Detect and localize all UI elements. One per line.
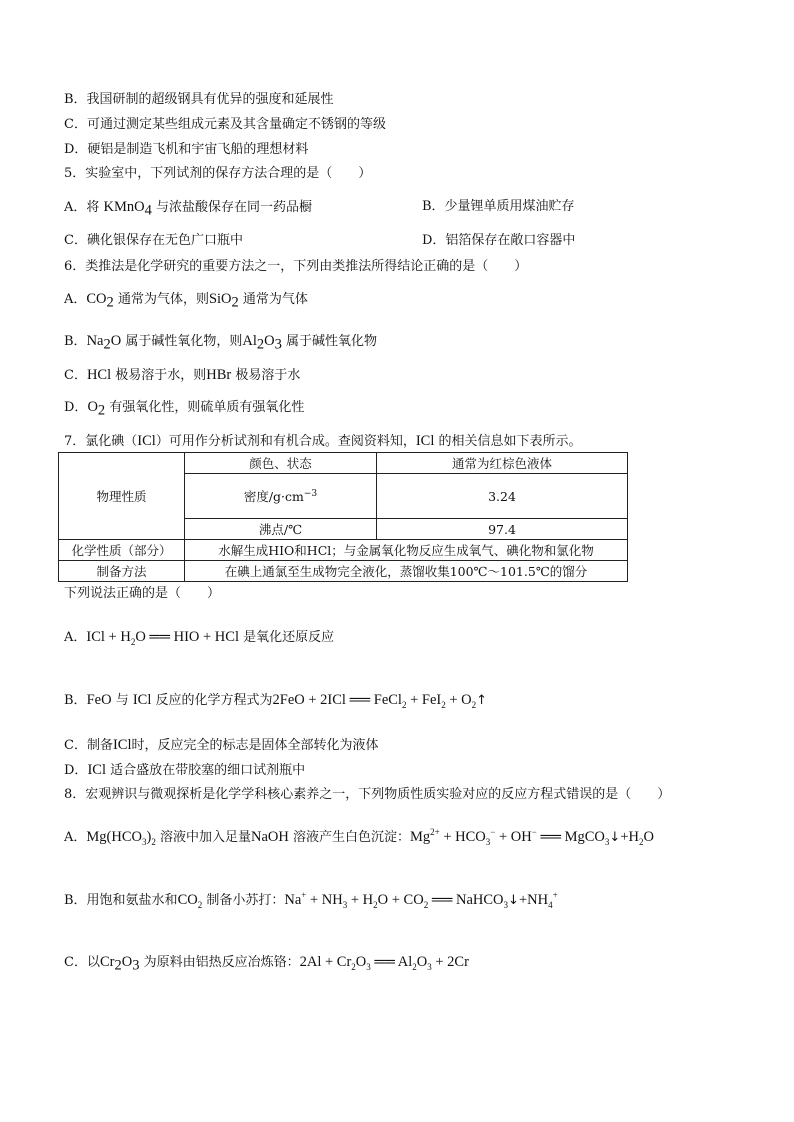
preparation-value: 在碘上通氯至生成物完全液化，蒸馏收集100℃～101.5℃的馏分 xyxy=(185,561,628,582)
q5-option-row2 xyxy=(64,232,664,250)
density-label: 密度$/g\cdot cm^{-3}$ xyxy=(185,474,377,519)
icl-info-table xyxy=(58,452,628,582)
q7-option-b: B．FeO 与 ICl 反应的化学方程式为2FeO + 2ICl ══ FeCl$_2$ + $FeI_2 + O_2↑$ xyxy=(64,692,488,710)
boiling-point-label: 沸点/℃ xyxy=(185,519,377,540)
density-value: 3.24 xyxy=(377,474,628,519)
q6-stem: 6．类推法是化学研究的重要方法之一，下列由类推法所得结论正确的是（ ） xyxy=(64,259,528,274)
q7-option-a: A．ICl + $H_2O$ ══ HIO + HCl 是氧化还原反应 xyxy=(64,629,335,647)
q4-option-d: D．硬铝是制造飞机和宇宙飞船的理想材料 xyxy=(64,142,309,157)
q5-option-c: C．碘化银保存在无色广口瓶中 xyxy=(64,233,243,248)
q7-question: 下列说法正确的是（ ） xyxy=(64,586,221,601)
q7-option-c: C．制备ICl时，反应完全的标志是固体全部转化为液体 xyxy=(64,737,379,753)
q6-option-d: D．$O_2$ 有强氧化性，则硫单质有强氧化性 xyxy=(64,399,305,419)
q4-option-c: C．可通过测定某些组成元素及其含量确定不锈钢的等级 xyxy=(64,117,386,132)
q4-option-b: B．我国研制的超级钢具有优异的强度和延展性 xyxy=(64,92,334,107)
q6-option-c: C．HCl 极易溶于水，则HBr 极易溶于水 xyxy=(64,367,301,383)
q7-option-d: D．ICl 适合盛放在带胶塞的细口试剂瓶中 xyxy=(64,762,306,778)
q8-option-b: B．用饱和氨盐水和$CO_2$ 制备小苏打：$Na^+ + NH_3 + H_2O + CO_2$ ══ $NaHCO_3↓+NH_4^+$ xyxy=(64,890,558,910)
preparation-header: 制备方法 xyxy=(59,561,185,582)
chemical-property-header: 化学性质（部分） xyxy=(59,540,185,561)
boiling-point-value: 97.4 xyxy=(377,519,628,540)
q5-option-d: D．铝箔保存在敞口容器中 xyxy=(422,233,576,248)
q5-stem: 5．实验室中，下列试剂的保存方法合理的是（ ） xyxy=(64,166,372,181)
q8-option-a: A．$Mg(HCO_3)_2$ 溶液中加入足量NaOH 溶液产生白色沉淀：$Mg^{2+} + HCO_3^- + OH^-$ ══ $MgCO_3↓+H_2O$ xyxy=(64,827,654,847)
color-state-label: 颜色、状态 xyxy=(185,453,377,474)
chemical-property-value: 水解生成HIO和HCl；与金属氧化物反应生成氧气、碘化物和氯化物 xyxy=(185,540,628,561)
q5-option-row1 xyxy=(64,198,664,217)
q5-option-a: A．将 KMnO$_4$ 与浓盐酸保存在同一药品橱 xyxy=(64,199,313,219)
color-state-value: 通常为红棕色液体 xyxy=(377,453,628,474)
q8-stem: 8．宏观辨识与微观探析是化学学科核心素养之一，下列物质性质实验对应的反应方程式错误的是（ ） xyxy=(64,787,671,802)
q6-option-a: A．$CO_2$ 通常为气体，则SiO$_2$ 通常为气体 xyxy=(64,291,308,311)
q8-option-c: C．以$Cr_2O_3$ 为原料由铝热反应冶炼铬：$2Al + Cr_2O_3$ ══ $Al_2O_3 + 2Cr$ xyxy=(64,954,469,974)
q6-option-b: B．$Na_2O$ 属于碱性氧化物，则$Al_2O_3$ 属于碱性氧化物 xyxy=(64,333,378,353)
q7-stem: 7．氯化碘（ICl）可用作分析试剂和有机合成。查阅资料知，ICl 的相关信息如下表所示。 xyxy=(64,433,582,449)
q5-option-b: B．少量锂单质用煤油贮存 xyxy=(422,199,575,214)
physical-property-header: 物理性质 xyxy=(59,453,185,540)
